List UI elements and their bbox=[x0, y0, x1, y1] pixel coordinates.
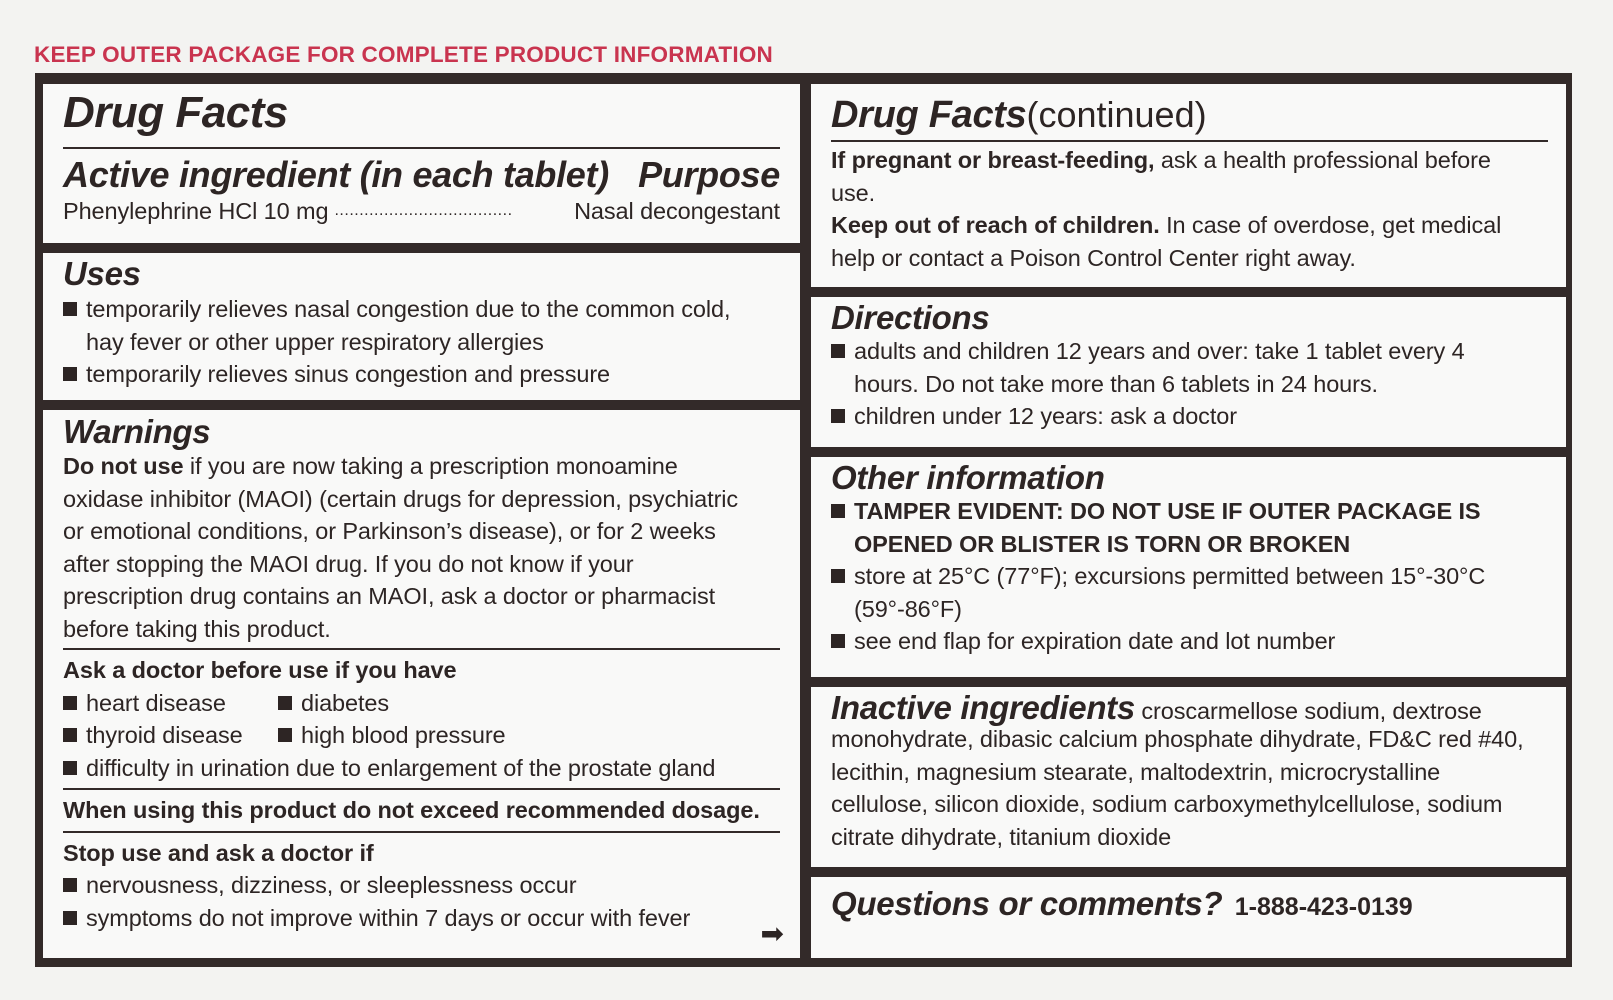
directions-title: Directions bbox=[831, 299, 990, 336]
uses-title: Uses bbox=[63, 255, 141, 292]
list-item: diabetes bbox=[278, 687, 493, 720]
list-item: nervousness, dizziness, or sleeplessness occur bbox=[63, 869, 780, 902]
questions-title: Questions or comments? bbox=[831, 885, 1223, 922]
list-item: high blood pressure bbox=[278, 719, 506, 752]
list-item: symptoms do not improve within 7 days or occur with fever bbox=[63, 902, 780, 935]
divider bbox=[63, 147, 780, 149]
divider bbox=[63, 831, 780, 833]
list-item-continuation: (59°-86°F) bbox=[854, 595, 962, 622]
inactive-title: Inactive ingredients bbox=[831, 689, 1135, 726]
divider bbox=[831, 140, 1548, 142]
ingredient-name: Phenylephrine HCl 10 mg bbox=[63, 198, 329, 224]
list-item-continuation: hay fever or other upper respiratory allergies bbox=[86, 328, 544, 355]
list-item: temporarily relieves nasal congestion due to the common cold, bbox=[63, 293, 780, 326]
list-item: TAMPER EVIDENT: DO NOT USE IF OUTER PACKAGE IS bbox=[831, 495, 1546, 528]
inactive-first-line: croscarmellose sodium, dextrose bbox=[1134, 698, 1482, 724]
list-item: adults and children 12 years and over: take 1 tablet every 4 bbox=[831, 335, 1546, 368]
other-info-title: Other information bbox=[831, 459, 1105, 496]
ask-doctor-heading: Ask a doctor before use if you have bbox=[63, 657, 457, 683]
stop-use-heading: Stop use and ask a doctor if bbox=[63, 839, 374, 866]
bullet-icon bbox=[831, 409, 845, 423]
questions-section bbox=[811, 877, 1566, 958]
phone-number: 1-888-423-0139 bbox=[1234, 893, 1413, 921]
divider bbox=[63, 648, 780, 650]
list-item-continuation: hours. Do not take more than 6 tablets in 24 hours. bbox=[854, 370, 1378, 397]
bullet-icon bbox=[63, 367, 77, 381]
warnings-section bbox=[43, 410, 800, 958]
active-ingredient-heading: Active ingredient (in each tablet) bbox=[63, 154, 609, 195]
purpose-heading: Purpose bbox=[638, 154, 780, 195]
other-information-section bbox=[811, 457, 1566, 677]
inactive-ingredients-section: Inactive ingredients croscarmellose sodium, dextrose monohydrate, dibasic calcium phosphate dihydrate, FD&C red #40, lecithin, magnesium stearate, maltodextrin, microcrystalline cellulose, silicon dioxide, sodium carboxymethylcellulose, sodium citrate dihydrate, titanium dioxide bbox=[811, 687, 1566, 867]
bullet-icon bbox=[278, 728, 292, 742]
drug-facts-continued-section: Drug Facts (continued) If pregnant or breast-feeding, ask a health professional before use. Keep out of reach of children. In case of overdose, get medical help or contact a Poison Control Center right away. bbox=[811, 84, 1566, 287]
warnings-title: Warnings bbox=[63, 413, 211, 450]
bullet-icon bbox=[63, 911, 77, 925]
do-not-use-paragraph: Do not use if you are now taking a prescription monoamine oxidase inhibitor (MAOI) (certain drugs for depression, psychiatric or emotional conditions, or Parkinson’s disease), or for 2 weeks after stopping the MAOI drug. If you do not know if your prescription drug contains an MAOI, ask a doctor or pharmacist before taking this product. bbox=[63, 453, 739, 642]
list-item: temporarily relieves sinus congestion and pressure bbox=[63, 358, 780, 391]
continued-title: Drug Facts bbox=[831, 94, 1027, 136]
bullet-icon bbox=[63, 728, 77, 742]
divider bbox=[63, 788, 780, 790]
arrow-right-icon: ➡ bbox=[760, 918, 784, 949]
bullet-icon bbox=[831, 569, 845, 583]
bullet-icon bbox=[63, 302, 77, 316]
bullet-icon bbox=[831, 634, 845, 648]
list-item: see end flap for expiration date and lot number bbox=[831, 625, 1546, 658]
bullet-icon bbox=[831, 344, 845, 358]
bullet-icon bbox=[278, 696, 292, 710]
leader-dots: .................................... bbox=[334, 202, 513, 219]
list-item: heart disease bbox=[63, 687, 278, 720]
drug-facts-title: Drug Facts bbox=[63, 88, 288, 137]
directions-section bbox=[811, 297, 1566, 447]
continued-suffix: (continued) bbox=[1026, 94, 1207, 135]
bullet-icon bbox=[831, 504, 845, 518]
uses-section bbox=[43, 253, 800, 400]
keep-package-notice: KEEP OUTER PACKAGE FOR COMPLETE PRODUCT INFORMATION bbox=[34, 42, 773, 67]
bullet-icon bbox=[63, 696, 77, 710]
when-using-text: When using this product do not exceed recommended dosage. bbox=[63, 797, 760, 823]
list-item: store at 25°C (77°F); excursions permitted between 15°-30°C bbox=[831, 560, 1546, 593]
list-item: children under 12 years: ask a doctor bbox=[831, 400, 1546, 433]
ingredient-purpose: Nasal decongestant bbox=[574, 198, 780, 224]
bullet-icon bbox=[63, 761, 77, 775]
active-ingredient-section bbox=[43, 84, 800, 243]
bullet-icon bbox=[63, 878, 77, 892]
list-item-continuation: OPENED OR BLISTER IS TORN OR BROKEN bbox=[854, 530, 1351, 557]
list-item: difficulty in urination due to enlargement of the prostate gland bbox=[63, 752, 780, 785]
list-item: thyroid disease bbox=[63, 719, 278, 752]
